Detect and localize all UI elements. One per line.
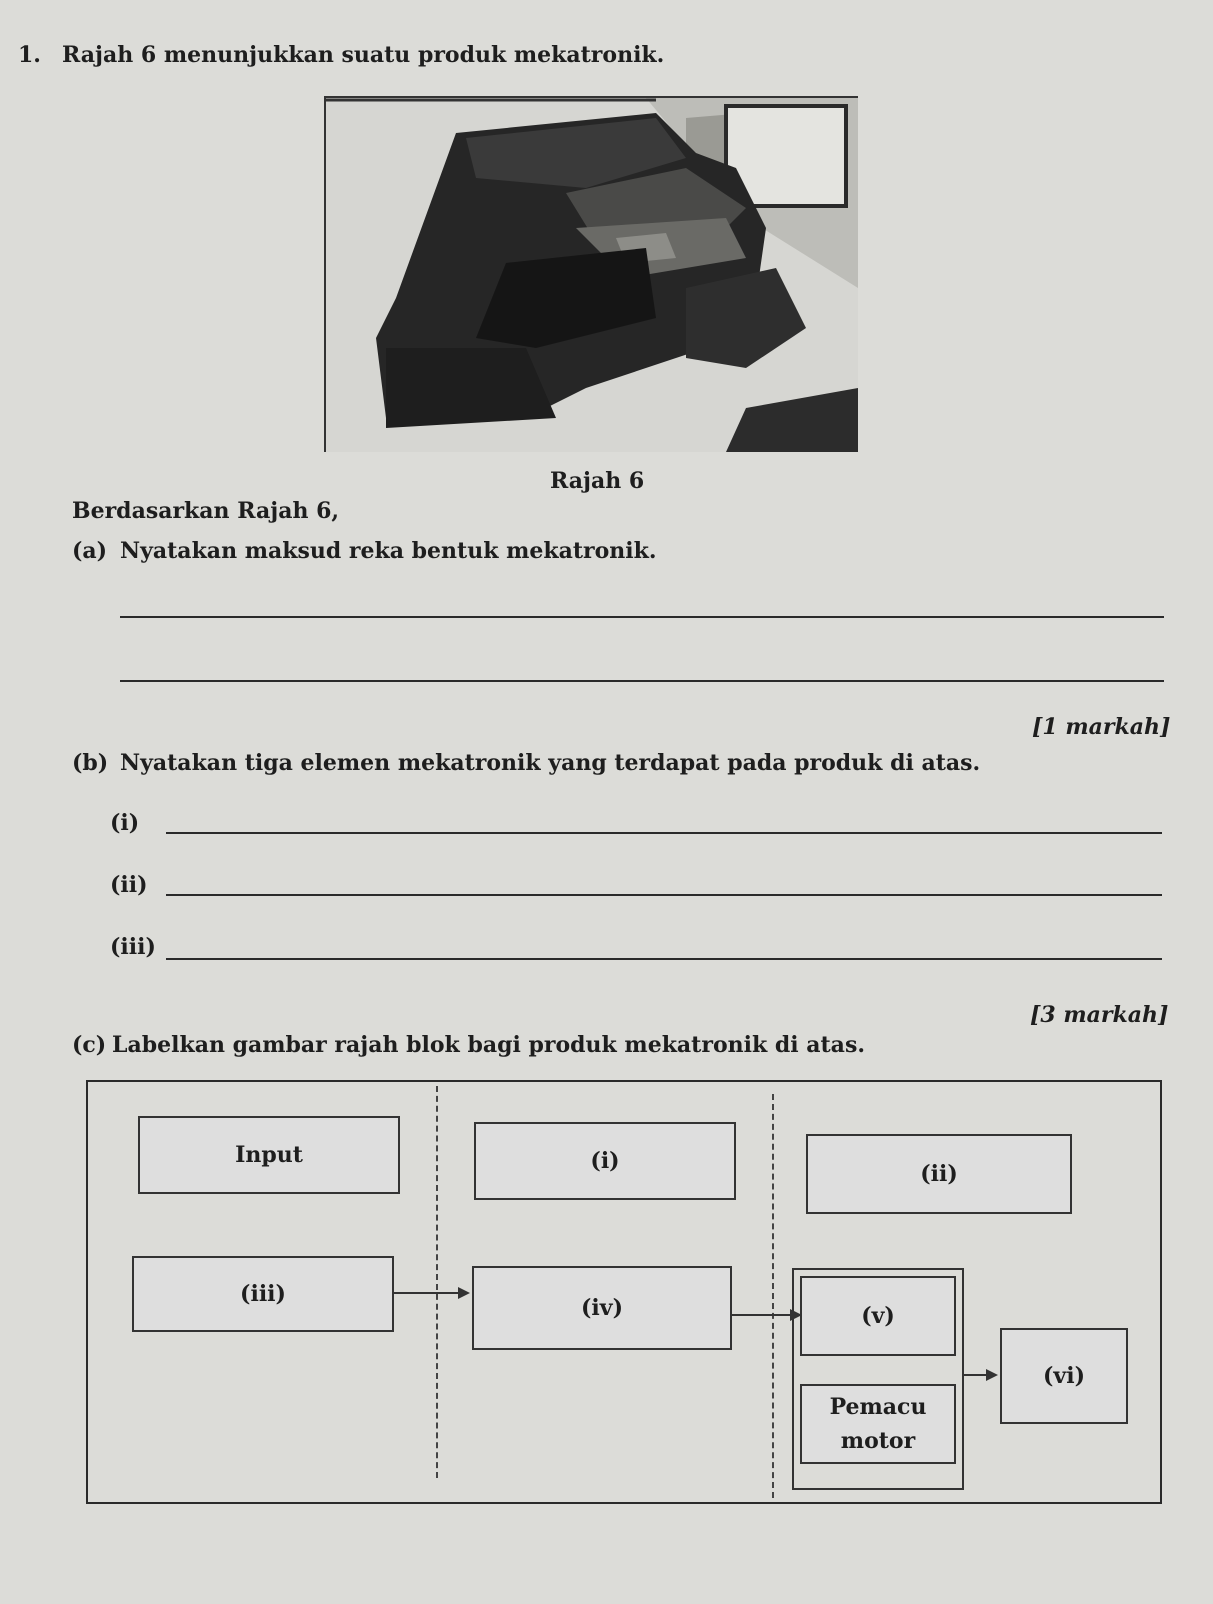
answer-line-b-iii[interactable] (166, 958, 1162, 960)
dashed-divider-right (772, 1094, 774, 1498)
block-ii[interactable]: (ii) (806, 1134, 1072, 1214)
figure-caption: Rajah 6 (550, 468, 645, 494)
part-a-marks: [1 markah] (1032, 714, 1171, 740)
block-iv[interactable]: (iv) (472, 1266, 732, 1350)
answer-line-b-ii[interactable] (166, 894, 1162, 896)
part-b-item-i: (i) (110, 810, 140, 836)
part-c-label: (c) (72, 1032, 107, 1058)
question-text: Rajah 6 menunjukkan suatu produk mekatronik. (62, 42, 665, 68)
product-photo (324, 96, 858, 452)
answer-line-a1[interactable] (120, 616, 1164, 618)
pemacu-label: Pemacu (829, 1393, 927, 1420)
answer-line-a2[interactable] (120, 680, 1164, 682)
part-a-text: Nyatakan maksud reka bentuk mekatronik. (120, 538, 657, 564)
part-c-text: Labelkan gambar rajah blok bagi produk mekatronik di atas. (112, 1032, 865, 1058)
intro-text: Berdasarkan Rajah 6, (72, 498, 340, 524)
part-b-text-bold: tiga (244, 750, 293, 776)
block-v[interactable]: (v) (800, 1276, 956, 1356)
arrow-iii-to-iv (392, 1292, 468, 1294)
part-b-text-before: Nyatakan (120, 750, 245, 776)
part-b-text-after: elemen mekatronik yang terdapat pada produk di atas. (292, 750, 981, 776)
block-iii[interactable]: (iii) (132, 1256, 394, 1332)
block-vi[interactable]: (vi) (1000, 1328, 1128, 1424)
motor-label: motor (840, 1428, 916, 1454)
question-number: 1. (18, 42, 41, 68)
block-i[interactable]: (i) (474, 1122, 736, 1200)
block-diagram (86, 1080, 1162, 1504)
part-b-label: (b) (72, 750, 109, 776)
part-b-item-iii: (iii) (110, 934, 156, 960)
part-b-text (120, 752, 980, 774)
part-b-item-ii: (ii) (110, 872, 148, 898)
part-b-marks: [3 markah] (1030, 1002, 1169, 1028)
dashed-divider-left (436, 1086, 438, 1478)
part-a-label: (a) (72, 538, 108, 564)
block-pemacu-motor (800, 1384, 956, 1464)
answer-line-b-i[interactable] (166, 832, 1162, 834)
block-input: Input (138, 1116, 400, 1194)
arrow-iv-to-output (730, 1314, 800, 1316)
arrow-output-to-vi (962, 1374, 996, 1376)
